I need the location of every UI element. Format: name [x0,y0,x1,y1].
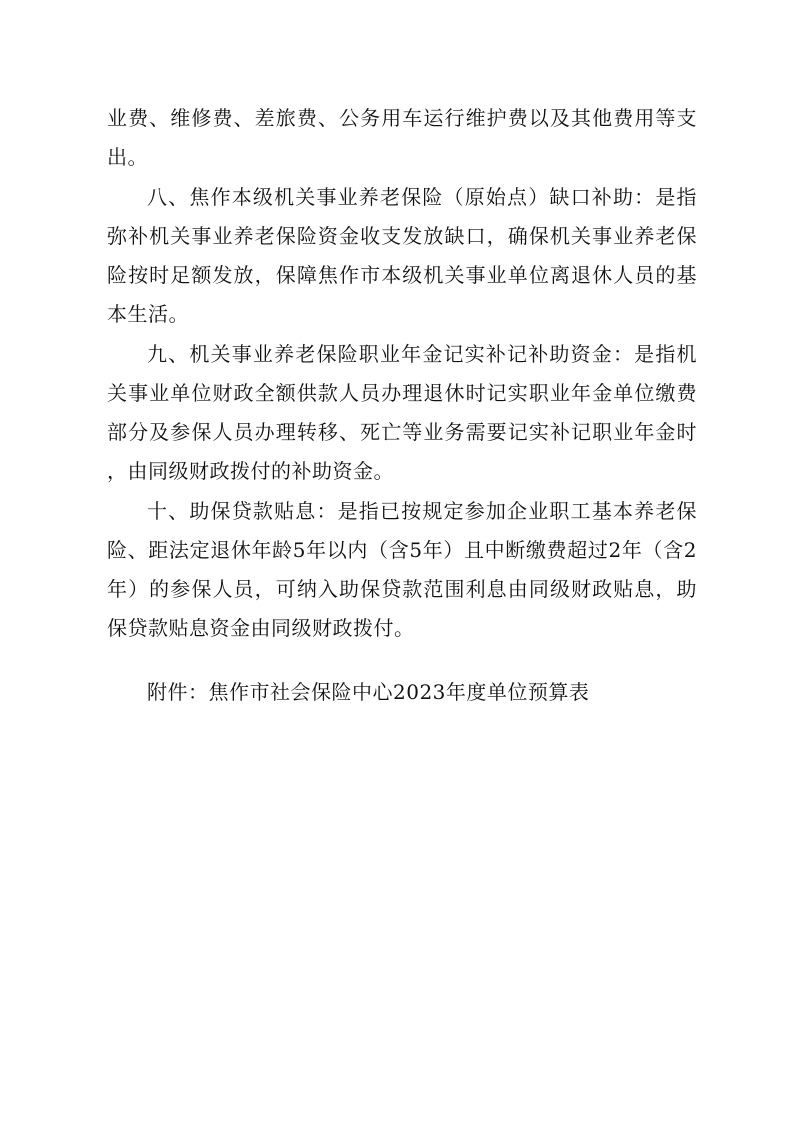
text-line: 出。 [107,145,148,169]
text-line: 本生活。 [107,302,189,326]
text-line: 险按时足额发放，保障焦作市本级机关事业单位离退休人员的基 [107,263,697,287]
paragraph-8-first-line: 八、焦作本级机关事业养老保险（原始点）缺口补助：是指 [147,185,697,209]
attachment-line: 附件：焦作市社会保险中心2023年度单位预算表 [147,680,590,704]
text-line: 部分及参保人员办理转移、死亡等业务需要记实补记职业年金时 [107,420,697,444]
text-line: 年）的参保人员，可纳入助保贷款范围利息由同级财政贴息，助 [107,577,697,601]
text-line: 险、距法定退休年龄5年以内（含5年）且中断缴费超过2年（含2 [107,538,697,562]
text-line: 弥补机关事业养老保险资金收支发放缺口，确保机关事业养老保 [107,224,697,248]
text-line: ，由同级财政拨付的补助资金。 [107,459,394,483]
paragraph-9-first-line: 九、机关事业养老保险职业年金记实补记补助资金：是指机 [147,342,697,366]
text-line: 关事业单位财政全额供款人员办理退休时记实职业年金单位缴费 [107,381,697,405]
text-line: 业费、维修费、差旅费、公务用车运行维护费以及其他费用等支 [107,106,697,130]
paragraph-10-first-line: 十、助保贷款贴息：是指已按规定参加企业职工基本养老保 [147,499,697,523]
text-line: 保贷款贴息资金由同级财政拨付。 [107,616,415,640]
